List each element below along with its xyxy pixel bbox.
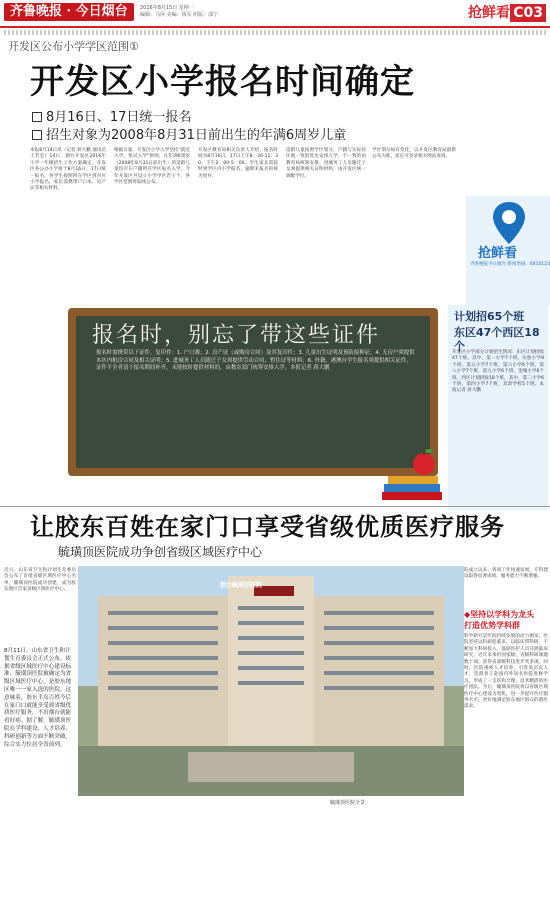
notice-body: 报名时需携带以下证件，复印件：1. 户口簿；2. 房产证（或购房合同）及其复印件；3. 儿童出生证明及预防接种证；4. 无房户须提供本区内租房合同及相关证明；5. 进城务工人员随迁子女须提供劳动合同、暂住证等材料；6. 外籍、港澳台学生报名须提供相关证件。证件不全者请于报名期间补齐，未能按时提供材料的，由教育部门统筹安排入学。本报记者 蒋大鹏 [96, 350, 415, 372]
square-bullet-icon [32, 112, 42, 122]
issue-editors: 编辑：马萍 美编：钱军 组版：邵宁 [140, 12, 219, 18]
issue-info [140, 5, 250, 19]
article-column-5: 学区划分如有变化，以开发区教育局最新公布为准，家长可登录相关网站查询。 [372, 148, 456, 160]
badge-hotline: 齐鲁晚报今日烟台 新闻热线：6610123 [470, 262, 550, 267]
article2-right-top: 院成立以来，各项工作快速发展，专科建设取得显著成绩，服务能力不断增强。 [464, 568, 548, 580]
article2-right-body: 科学研究是医院持续发展的动力源泉。医院坚持以科研促临床，以临床带科研，不断加大科研投入，鼓励医护人员开展临床研究，近年来承担国家级、省级科研课题数十项，获得省部级科技进步奖多项。同时，医院重视人才培养，引进高层次人才，选派骨干赴国内外知名医院进修学习，形成了一支结构合理、技术精湛的医疗团队。今后，毓璜顶医院将以省级区域医疗中心建设为契机，进一步提升医疗服务水平，更好地满足胶东地区群众的就医需求。 [464, 634, 548, 710]
issue-date: 2016年8月15日 星期一 [140, 5, 194, 11]
article2-lead: 8月11日，山东省卫生和计划生育委员会正式公布，依据省级区域医疗中心建设标准，毓璜顶医院被确定为省级区域医疗中心，是胶东地区唯一一家入选的医院。这意味着，胶东半岛百姓今后在家门口就能享受到省级优质医疗服务，不出烟台就能看好病。据了解，毓璜顶医院在学科建设、人才培养、科研创新等方面不断突破，综合实力位居全省前列。 [4, 648, 72, 748]
subheadline-1-text: 8月16日、17日统一报名 [46, 110, 192, 125]
notice-title: 报名时，别忘了带这些证件 [92, 323, 381, 348]
section-name: 抢鲜看 [468, 5, 510, 21]
subheadline-1 [32, 110, 191, 126]
hospital-sign: 烟台毓璜顶医院 [220, 582, 263, 589]
masthead [0, 0, 550, 26]
badge-title: 抢鲜看 [478, 246, 518, 261]
location-pin-icon [490, 200, 528, 246]
page-code: C03 [510, 4, 546, 22]
books-and-apple-icon [380, 440, 450, 506]
header-rule [0, 26, 550, 28]
square-bullet-icon [32, 130, 42, 140]
dotted-divider [4, 30, 546, 35]
article-column-4: 适龄儿童按照学区划分，户籍与实际居住地一致的优先安排入学，不一致的由教育局统筹安排。进城务工人员随迁子女须提供相关证明材料，由开发区统一调配学位。 [286, 148, 366, 179]
article2-right-heading-2: 打造优势学科群 [464, 621, 520, 630]
article2-subheadline: 毓璜顶医院成功争创省级区域医疗中心 [58, 545, 263, 559]
subheadline-2-text: 招生对象为2008年8月31日前出生的年满6周岁儿童 [46, 128, 347, 143]
article2-right-heading: ◆坚持以学科为龙头 [464, 610, 535, 619]
article-column-1: 本报8月14日讯（记者 蒋大鹏 通讯员 王若宏）14日，烟台开发区2016年小学一年级招生工作方案确定，开发区各公办小学将于8月16日、17日统一报名。各学生按照所在学区到对应小学报名，家长需携带户口本、房产证等相关材料。 [30, 148, 107, 192]
side-heading-1: 计划招65个班 [454, 310, 525, 323]
article2-headline: 让胶东百姓在家门口享受省级优质医疗服务 [30, 513, 505, 541]
section-divider [0, 506, 550, 507]
article-kicker: 开发区公布小学学区范围① [8, 40, 139, 53]
photo-caption: 毓璜顶医院全景 [330, 800, 366, 806]
article2-intro: 近日，山东省卫生和计划生育委员会公布了首批省级区域医疗中心名单，毓璜顶医院成功创建，成为胶东地区首家省级区域医疗中心。 [4, 568, 76, 593]
side-heading-2: 东区47个西区18个 [454, 326, 540, 353]
newspaper-logo: 齐鲁晚报 · 今日烟台 [4, 3, 134, 21]
article-column-2: 根据方案，开发区小学入学坚持“就近入学、免试入学”原则，凡年满6周岁（2008年8月31日前出生）的适龄儿童均可在户籍所在学区报名入学。今年开发区共设立小学学区若干个，各学区范围将陆续公布。 [114, 148, 190, 186]
article-column-3: 开发区教育局相关负责人介绍，报名时间为8月16日、17日上午8：30-11：30，下午2：00-5：00。学生家长需按时到学区内小学报名，逾期未报名的视为放弃。 [198, 148, 278, 179]
article-headline: 开发区小学报名时间确定 [30, 62, 415, 102]
hospital-photo [78, 566, 464, 796]
subheadline-2 [32, 128, 346, 144]
side-body: 开发区小学部分计划招生情况：东区计划招收47个班，其中，第一小学7个班，实验小学8个班，第五小学7个班，第六小学6个班，第八小学7个班，第九小学6个班，金城小学6个班。西区计划招收18个班，其中，第三小学6个班，第四小学7个班，其余学校5个班。本报记者 蒋大鹏 [452, 350, 544, 394]
